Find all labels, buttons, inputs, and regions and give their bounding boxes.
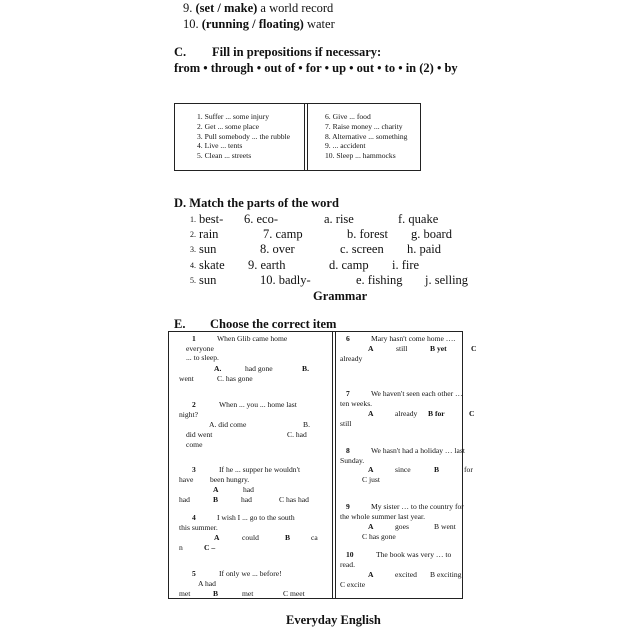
item-9: 9. (set / make) a world record xyxy=(183,1,334,15)
everyday-english-heading: Everyday English xyxy=(286,613,381,627)
section-e-table: 1 When Glib came home everyone ... to sleep. A. had gone B. went C. has gone 2 When ... you ... home last night? A. did come B. did went C. had come 3 If he ... supper he wouldn't have been hungry. A had had B had C has had 4 I wish I ... go to the south this summer. A could B ca n C – 5 If only we ... before! A had met B met C meet 6 Mary hasn't come home …. A still B yet C already 7 We haven't seen each other … ten weeks. A already B for C still 8 We hasn't had a holiday … last Sunday. A since B for C just 9 My sister … to the country for the whole summer last year. A goes B went C has gone 10 The book was very … to read. A excited B exciting C excite xyxy=(168,331,463,599)
c-item-6: 6. Give ... food xyxy=(325,112,371,121)
c-item-3: 3. Pull somebody ... the rubble xyxy=(197,131,291,141)
c-item-7: 7. Raise money ... charity xyxy=(325,121,403,131)
section-c-table xyxy=(174,103,421,171)
section-e-letter: E. xyxy=(174,317,186,331)
section-c-title: Fill in prepositions if necessary: xyxy=(212,45,382,59)
section-e-title: Choose the correct item xyxy=(210,317,337,331)
item-10: 10. (running / floating) water xyxy=(183,17,335,31)
section-d-title: D. Match the parts of the word xyxy=(174,196,339,210)
grammar-heading: Grammar xyxy=(313,289,368,303)
section-c-right-column xyxy=(325,112,407,161)
c-item-4: 4. Live ... tents xyxy=(197,141,243,151)
c-item-1: 1. Suffer ... some injury xyxy=(197,112,269,121)
c-item-10: 10. Sleep ... hammocks xyxy=(325,151,396,161)
c-item-8: 8. Alternative ... something xyxy=(325,131,408,141)
c-item-5: 5. Clean ... streets xyxy=(197,151,252,161)
section-c-wordbank: from • through • out of • for • up • out • to • in (2) • by xyxy=(174,61,458,75)
section-c-letter: C. xyxy=(174,45,187,59)
c-item-9: 9. ... accident xyxy=(325,141,366,151)
section-c-left-column xyxy=(197,112,290,161)
c-item-2: 2. Get ... some place xyxy=(197,121,259,131)
